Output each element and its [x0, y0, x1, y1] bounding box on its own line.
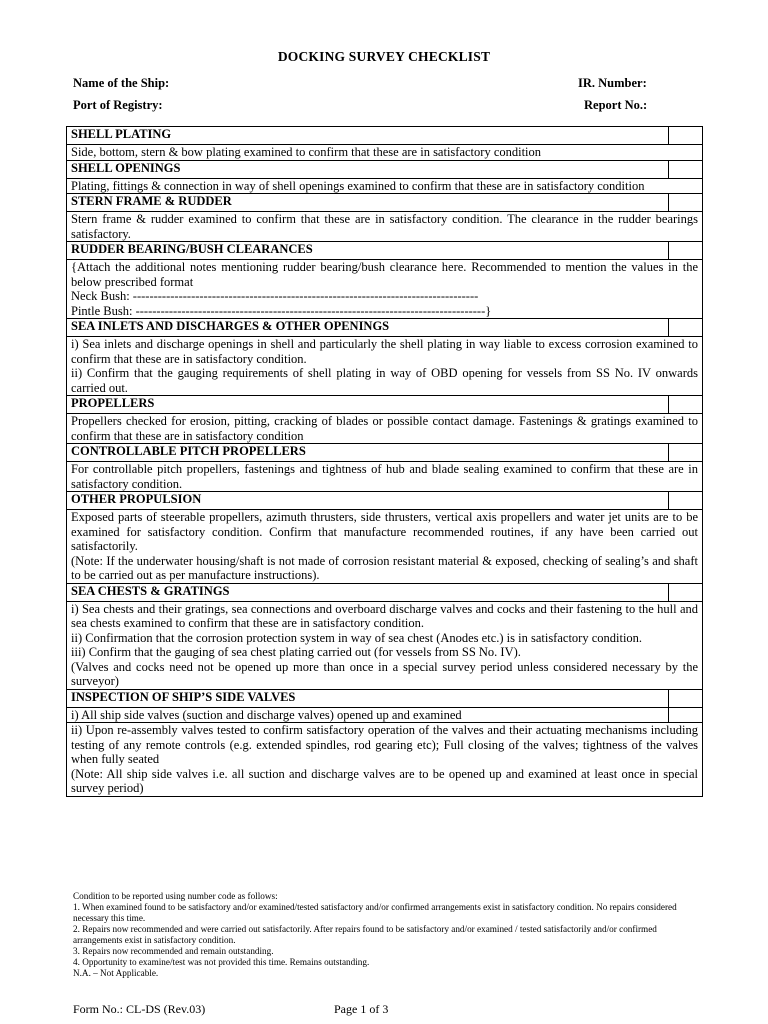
checklist-item: [67, 462, 703, 492]
item-text: Plating, fittings & connection in way of shell openings examined to confirm that these are in satisfactory condition: [71, 178, 645, 193]
item-text: For controllable pitch propellers, fastenings and tightness of hub and blade sealing examined to confirm that these are in satisfactory condition.: [71, 462, 698, 491]
condition-code-box[interactable]: [669, 492, 703, 510]
checklist-row: [67, 337, 703, 396]
ship-name-label: Name of the Ship:: [73, 76, 170, 90]
section-header-row: [67, 396, 703, 414]
item-note: (Note: If the underwater housing/shaft is not made of corrosion resistant material & exposed, checking of sealing’s and shaft to be carried out as per manufacture instructions).: [71, 553, 698, 582]
checklist-row: [67, 462, 703, 492]
condition-code-box[interactable]: [669, 707, 703, 723]
checklist-row: [67, 707, 703, 723]
item-text: ii) Upon re-assembly valves tested to confirm satisfactory operation of the valves and their actuating mechanisms including testing of any remote controls (e.g. extended spindles, rod gearing etc); Full closing of the valves; tightness of the valves when fully seated: [71, 723, 698, 766]
section-header-row: [67, 127, 703, 145]
item-text: Side, bottom, stern & bow plating examined to confirm that these are in satisfactory condition: [71, 145, 542, 159]
checklist-row: [67, 510, 703, 584]
checklist-row: [67, 178, 703, 194]
ir-number-label: IR. Number:: [578, 76, 647, 90]
section-heading: SHELL PLATING: [67, 127, 669, 145]
section-heading: OTHER PROPULSION: [67, 492, 669, 510]
checklist-row: [67, 212, 703, 242]
item-text: Propellers checked for erosion, pitting, cracking of blades or possible contact damage. Fastenings & gratings examined to confirm that these are in satisfactory condition: [71, 414, 698, 443]
checklist-row: [67, 601, 703, 689]
section-heading: SHELL OPENINGS: [67, 160, 669, 178]
condition-code-box[interactable]: [669, 583, 703, 601]
checklist-row: [67, 260, 703, 319]
condition-code-box[interactable]: [669, 319, 703, 337]
section-header-row: [67, 689, 703, 707]
item-note: (Valves and cocks need not be opened up more than once in a special survey period unless considered necessary by the surveyor): [71, 659, 698, 688]
item-note: (Note: All ship side valves i.e. all suction and discharge valves are to be opened up and examined at least once in special survey period): [71, 766, 698, 795]
section-header-row: [67, 160, 703, 178]
legend-intro: Condition to be reported using number code as follows:: [73, 891, 278, 901]
condition-code-legend: [73, 891, 703, 979]
legend-code-2: 2. Repairs now recommended and were carried out satisfactorily. After repairs found to be satisfactory and/or examined / tested satisfactorily and/or confirmed arrangements exist in satisfactory condition.: [73, 924, 657, 945]
item-text: ii) Confirmation that the corrosion protection system in way of sea chest (Anodes etc.) is in satisfactory condition.: [71, 630, 643, 645]
condition-code-box[interactable]: [669, 689, 703, 707]
section-heading: INSPECTION OF SHIP’S SIDE VALVES: [67, 689, 669, 707]
report-no-label: Report No.:: [584, 98, 648, 112]
condition-code-box[interactable]: [669, 194, 703, 212]
neck-bush-field: Neck Bush: -----------------------------------------------------------------------------------: [71, 289, 479, 303]
condition-code-box[interactable]: [669, 396, 703, 414]
section-heading: CONTROLLABLE PITCH PROPELLERS: [67, 444, 669, 462]
item-text: Stern frame & rudder examined to confirm that these are in satisfactory condition. The clearance in the rudder bearings satisfactory.: [71, 212, 698, 241]
checklist-item: [67, 178, 703, 194]
checklist-item: [67, 212, 703, 242]
checklist-item: [67, 337, 703, 396]
checklist-item: [67, 510, 703, 584]
legend-code-4: 4. Opportunity to examine/test was not provided this time. Remains outstanding.: [73, 957, 370, 967]
item-text: ii) Confirm that the gauging requirements of shell plating in way of OBD opening for vessels from SS No. IV onwards carried out.: [71, 366, 698, 395]
port-of-registry-label: Port of Registry:: [73, 98, 163, 112]
checklist-item: [67, 707, 669, 723]
section-header-row: [67, 492, 703, 510]
legend-code-1: 1. When examined found to be satisfactory and/or examined/tested satisfactory and/or confirmed arrangements exist in satisfactory condition. No repairs considered necessary this time.: [73, 902, 677, 923]
checklist-item: [67, 260, 703, 319]
section-header-row: [67, 242, 703, 260]
item-text: Exposed parts of steerable propellers, azimuth thrusters, side thrusters, vertical axis propellers and water jet units are to be examined for satisfactory condition. Confirm that manufacture recommended routines, if any have been carried out satisfactorily.: [71, 510, 698, 553]
item-text: i) Sea chests and their gratings, sea connections and overboard discharge valves and cocks and their fastening to the hull and sea chests examined to confirm that these are in satisfactory condition.: [71, 601, 698, 630]
section-header-row: [67, 194, 703, 212]
page-number: Page 1 of 3: [334, 1002, 389, 1016]
pintle-bush-field: Pintle Bush: ------------------------------------------------------------------------------------}: [71, 303, 492, 318]
form-number: Form No.: CL-DS (Rev.03): [73, 1002, 206, 1016]
condition-code-box[interactable]: [669, 127, 703, 145]
document-title: DOCKING SURVEY CHECKLIST: [277, 49, 491, 64]
section-heading: RUDDER BEARING/BUSH CLEARANCES: [67, 242, 669, 260]
checklist-row: [67, 145, 703, 161]
checklist-item: [67, 145, 703, 161]
section-header-row: [67, 583, 703, 601]
section-heading: SEA CHESTS & GRATINGS: [67, 583, 669, 601]
checklist-table: [66, 126, 703, 797]
condition-code-box[interactable]: [669, 444, 703, 462]
checklist-item: [67, 414, 703, 444]
section-header-row: [67, 319, 703, 337]
checklist-item: [67, 601, 703, 689]
item-text: iii) Confirm that the gauging of sea chest plating carried out (for vessels from SS No. IV).: [71, 645, 521, 659]
section-header-row: [67, 444, 703, 462]
legend-na: N.A. – Not Applicable.: [73, 968, 159, 978]
item-text: i) All ship side valves (suction and discharge valves) opened up and examined: [71, 707, 462, 722]
section-heading: STERN FRAME & RUDDER: [67, 194, 669, 212]
checklist-item: [67, 723, 703, 797]
checklist-row: [67, 414, 703, 444]
condition-code-box[interactable]: [669, 160, 703, 178]
legend-code-3: 3. Repairs now recommended and remain outstanding.: [73, 946, 274, 956]
section-heading: SEA INLETS AND DISCHARGES & OTHER OPENINGS: [67, 319, 669, 337]
item-text: i) Sea inlets and discharge openings in shell and particularly the shell plating in way liable to excess corrosion examined to confirm that these are in satisfactory condition.: [71, 337, 698, 366]
checklist-row: [67, 723, 703, 797]
item-text: {Attach the additional notes mentioning rudder bearing/bush clearance here. Recommended to mention the values in the below prescribed format: [71, 260, 698, 289]
section-heading: PROPELLERS: [67, 396, 669, 414]
condition-code-box[interactable]: [669, 242, 703, 260]
